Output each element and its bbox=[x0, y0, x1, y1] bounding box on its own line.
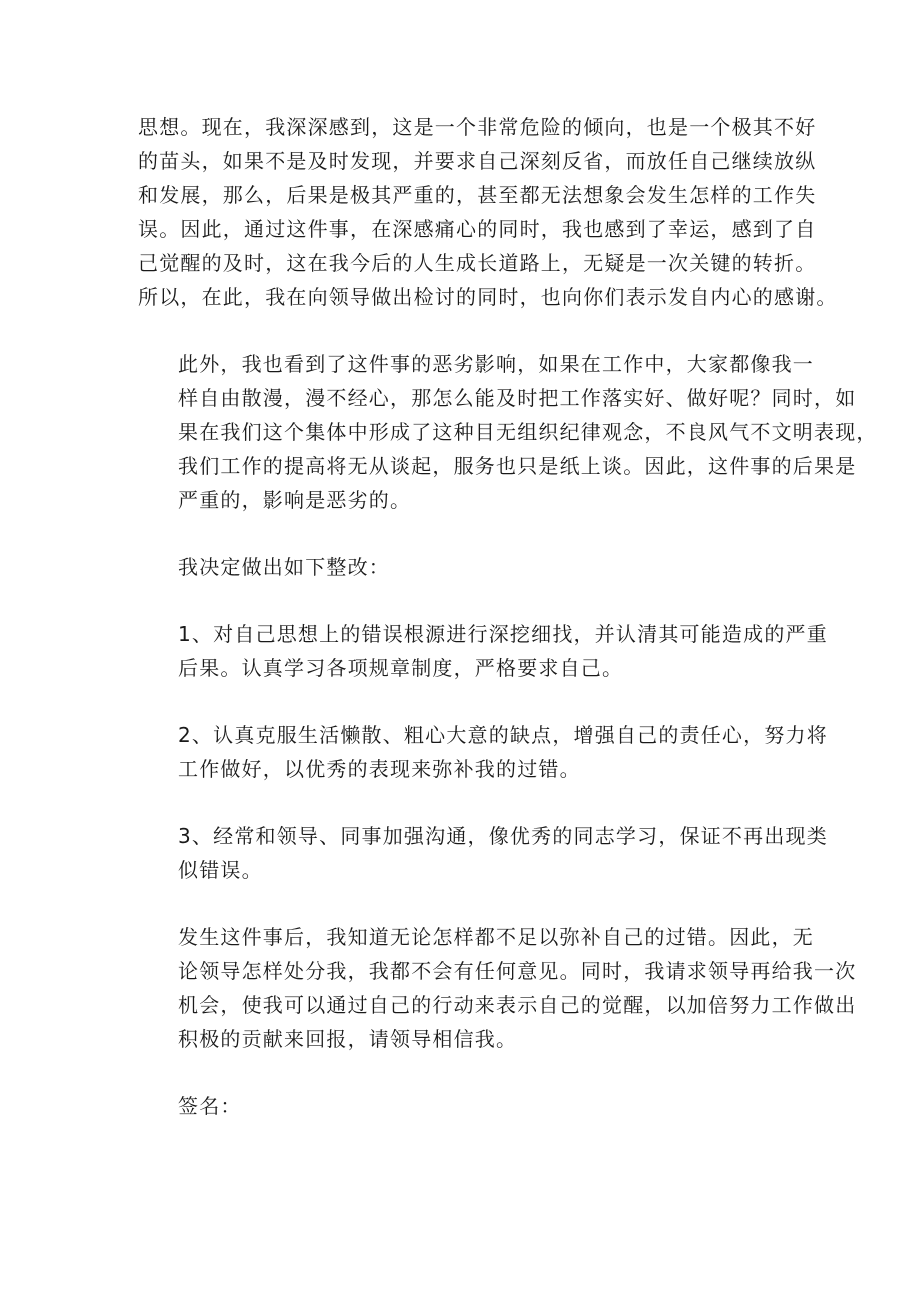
list-item-3 bbox=[138, 819, 828, 887]
text-line: 和发展，那么，后果是极其严重的，甚至都无法想象会发生怎样的工作失 bbox=[138, 183, 817, 207]
list-item-1 bbox=[138, 617, 828, 685]
signature-label bbox=[138, 1089, 788, 1123]
text-line: 所以，在此，我在向领导做出检讨的同时，也向你们表示发自内心的感谢。 bbox=[138, 285, 838, 309]
text-line: 我们工作的提高将无从谈起，服务也只是纸上谈。因此，这件事的后果是 bbox=[178, 454, 857, 478]
text-line: 2、认真克服生活懒散、粗心大意的缺点，增强自己的责任心，努力将 bbox=[178, 723, 828, 747]
text-line: 果在我们这个集体中形成了这种目无组织纪律观念，不良风气不文明表现， bbox=[178, 420, 878, 444]
paragraph-impact bbox=[138, 347, 878, 517]
text-line: 我决定做出如下整改： bbox=[178, 555, 390, 579]
list-item-2 bbox=[138, 718, 828, 786]
text-line: 思想。现在，我深深感到，这是一个非常危险的倾向，也是一个极其不好 bbox=[138, 115, 817, 139]
text-line: 机会，使我可以通过自己的行动来表示自己的觉醒，以加倍努力工作做出 bbox=[178, 993, 857, 1017]
document-body bbox=[138, 110, 878, 1156]
text-line: 签名： bbox=[178, 1094, 242, 1118]
text-line: 的苗头，如果不是及时发现，并要求自己深刻反省，而放任自己继续放纵 bbox=[138, 149, 817, 173]
text-line: 误。因此，通过这件事，在深感痛心的同时，我也感到了幸运，感到了自 bbox=[138, 217, 817, 241]
text-line: 后果。认真学习各项规章制度，严格要求自己。 bbox=[178, 656, 624, 680]
text-line: 1、对自己思想上的错误根源进行深挖细找，并认清其可能造成的严重 bbox=[178, 622, 828, 646]
paragraph-request bbox=[138, 920, 857, 1056]
text-line: 发生这件事后，我知道无论怎样都不足以弥补自己的过错。因此，无 bbox=[178, 925, 814, 949]
text-line: 积极的贡献来回报，请领导相信我。 bbox=[178, 1027, 518, 1051]
paragraph-rectification-intro bbox=[138, 550, 788, 584]
text-line: 此外，我也看到了这件事的恶劣影响，如果在工作中，大家都像我一 bbox=[178, 352, 814, 376]
paragraph-reflection bbox=[138, 110, 838, 314]
text-line: 似错误。 bbox=[178, 858, 263, 882]
text-line: 论领导怎样处分我，我都不会有任何意见。同时，我请求领导再给我一次 bbox=[178, 959, 857, 983]
text-line: 样自由散漫，漫不经心，那怎么能及时把工作落实好、做好呢？同时，如 bbox=[178, 386, 857, 410]
text-line: 3、经常和领导、同事加强沟通，像优秀的同志学习，保证不再出现类 bbox=[178, 824, 828, 848]
text-line: 严重的，影响是恶劣的。 bbox=[178, 488, 412, 512]
text-line: 己觉醒的及时，这在我今后的人生成长道路上，无疑是一次关键的转折。 bbox=[138, 251, 817, 275]
text-line: 工作做好，以优秀的表现来弥补我的过错。 bbox=[178, 757, 581, 781]
